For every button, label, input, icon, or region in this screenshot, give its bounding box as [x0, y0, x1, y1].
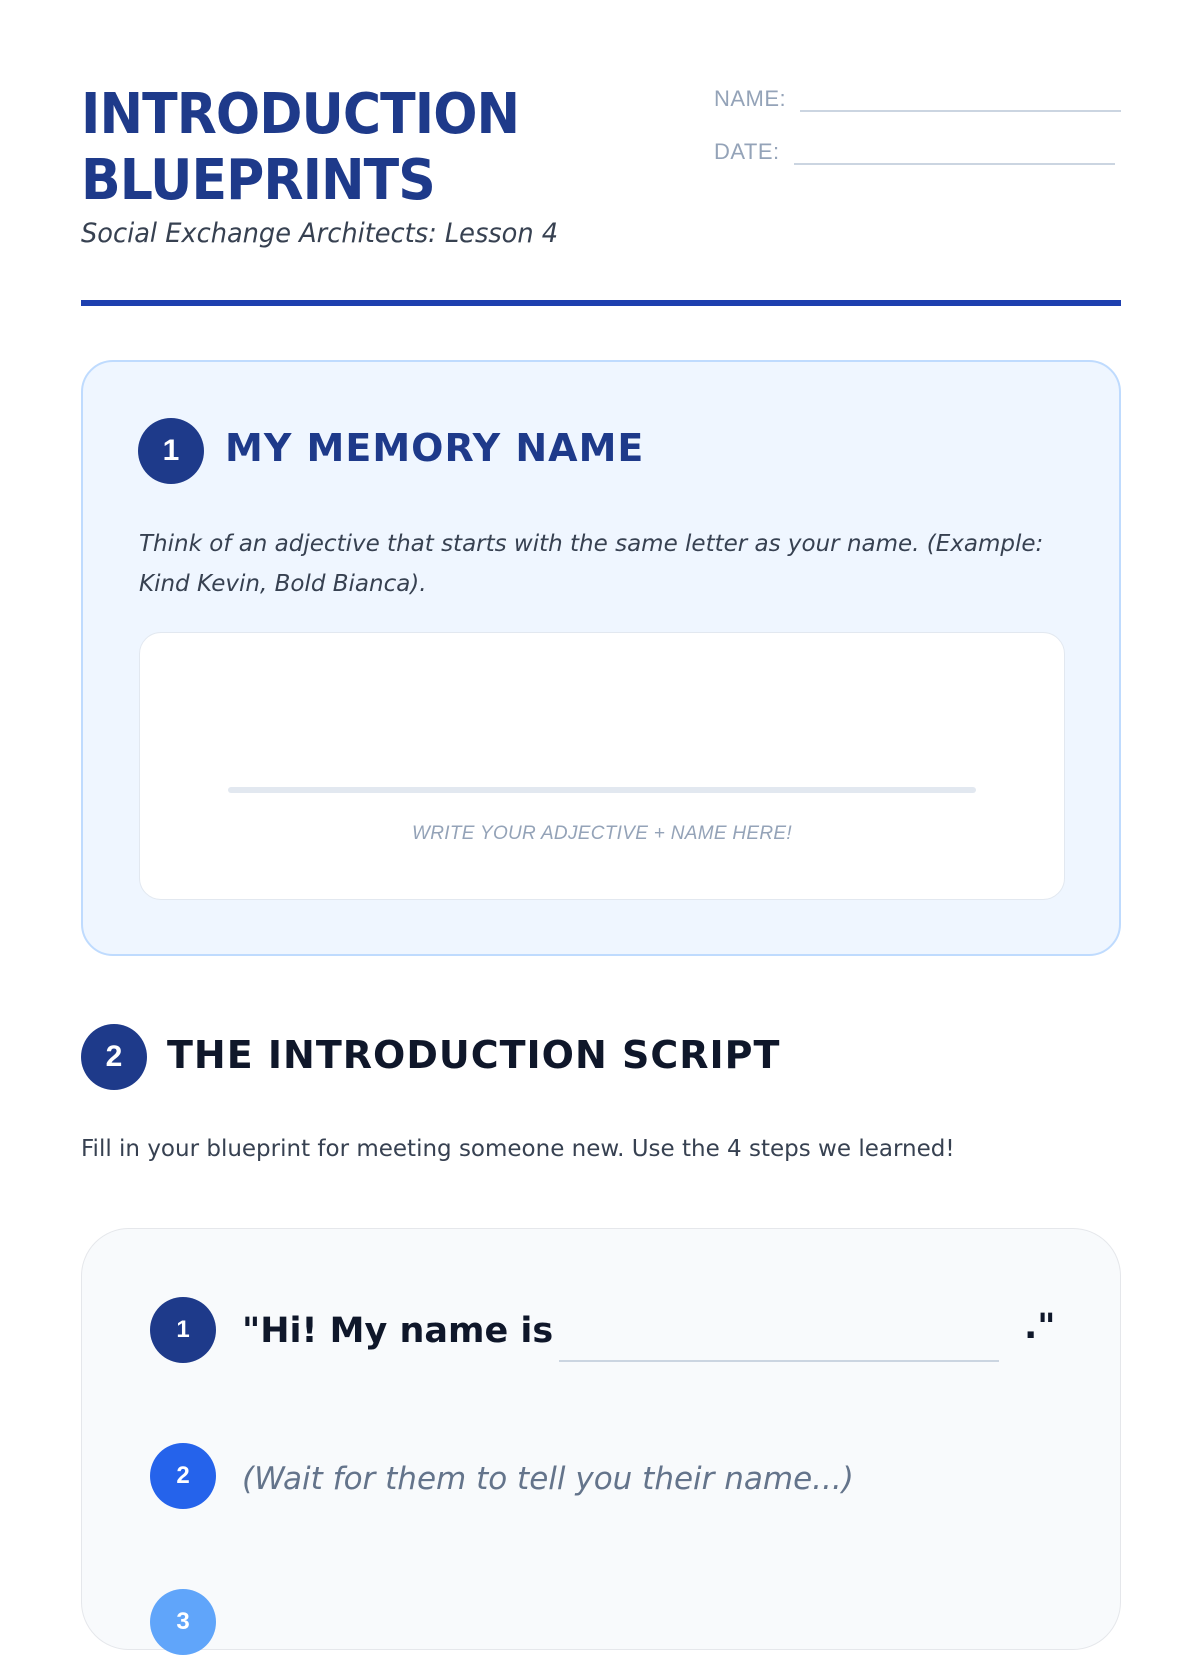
script-step-suffix: ." [1024, 1307, 1056, 1347]
script-step-text: "Hi! My name is [242, 1311, 554, 1351]
script-step-badge: 2 [150, 1443, 216, 1509]
memory-name-answer-box[interactable] [139, 632, 1065, 900]
name-label: NAME: [714, 86, 787, 111]
section-title: MY MEMORY NAME [225, 426, 645, 470]
section-instructions: Think of an adjective that starts with the same letter as your name. (Example: Kind Kevin, Bold Bianca). [139, 531, 1044, 597]
script-step-text: (Wait for them to tell you their name...) [242, 1461, 854, 1497]
section-number-badge: 1 [138, 418, 204, 484]
section-description: Fill in your blueprint for meeting someone new. Use the 4 steps we learned! [81, 1136, 955, 1162]
memory-name-card [81, 360, 1121, 956]
date-field[interactable] [794, 143, 1115, 165]
title-line-2: BLUEPRINTS [81, 148, 435, 213]
name-field-row [714, 86, 1121, 112]
introduction-script-card [81, 1228, 1121, 1650]
date-field-row [714, 139, 1115, 165]
date-label: DATE: [714, 139, 780, 164]
section-title: THE INTRODUCTION SCRIPT [167, 1033, 781, 1077]
script-name-blank[interactable] [559, 1360, 999, 1362]
script-step-badge: 3 [150, 1589, 216, 1655]
name-field[interactable] [800, 90, 1121, 112]
answer-write-line [228, 787, 976, 793]
page-title [81, 82, 519, 214]
section-number-badge: 2 [81, 1024, 147, 1090]
answer-hint: WRITE YOUR ADJECTIVE + NAME HERE! [412, 823, 792, 844]
script-step-badge: 1 [150, 1297, 216, 1363]
header-divider [81, 300, 1121, 306]
page-subtitle: Social Exchange Architects: Lesson 4 [81, 218, 559, 249]
title-line-1: INTRODUCTION [81, 82, 520, 147]
